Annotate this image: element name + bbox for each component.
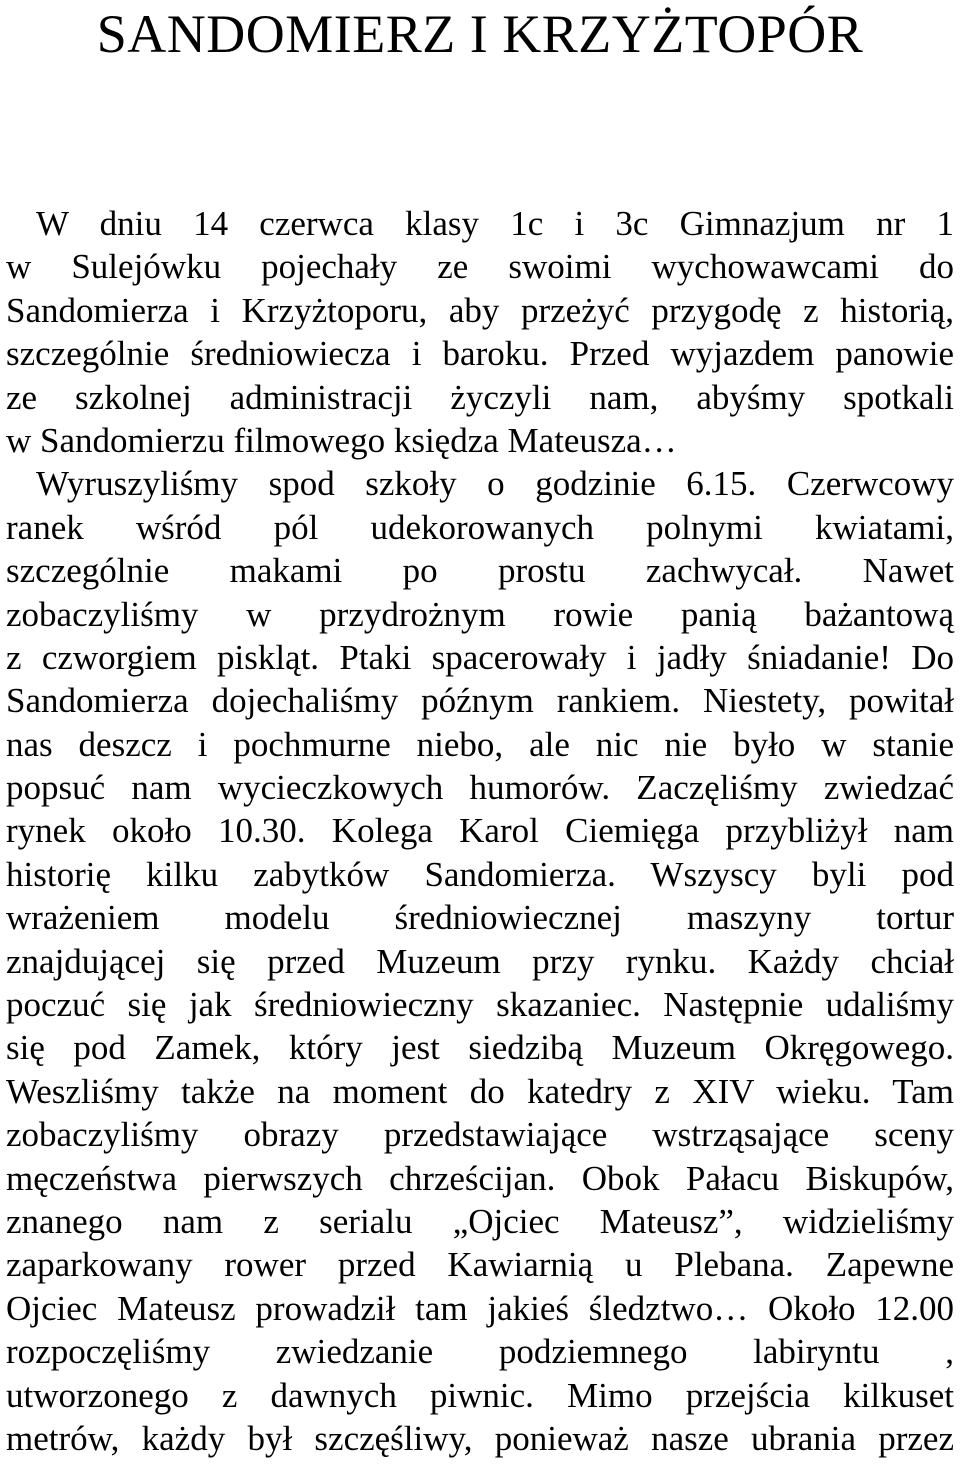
text-line: w Sandomierzu filmowego księdza Mateusza… xyxy=(6,420,677,460)
text-line: utworzonego z dawnych piwnic. Mimo przejścia kilkuset xyxy=(6,1375,954,1415)
text-line: szczególnie makami po prostu zachwycał. Nawet xyxy=(6,551,954,591)
text-line: znanego nam z serialu „Ojciec Mateusz”, widzieliśmy xyxy=(6,1201,954,1241)
text-line: poczuć się jak średniowieczny skazaniec. Następnie udaliśmy xyxy=(6,985,954,1025)
article-body xyxy=(6,202,954,1460)
text-line: Wyruszyliśmy spod szkoły o godzinie 6.15. Czerwcowy xyxy=(36,464,954,504)
text-line: rozpoczęliśmy zwiedzanie podziemnego labiryntu , xyxy=(6,1332,954,1372)
text-line: męczeństwa pierwszych chrześcijan. Obok Pałacu Biskupów, xyxy=(6,1158,954,1198)
text-line: wrażeniem modelu średniowiecznej maszyny tortur xyxy=(6,898,954,938)
text-line: się pod Zamek, który jest siedzibą Muzeum Okręgowego. xyxy=(6,1028,954,1068)
text-line: nas deszcz i pochmurne niebo, ale nic nie było w stanie xyxy=(6,724,954,764)
text-line: zobaczyliśmy w przydrożnym rowie panią bażantową xyxy=(6,594,954,634)
text-line: zaparkowany rower przed Kawiarnią u Plebana. Zapewne xyxy=(6,1245,954,1285)
text-line: szczególnie średniowiecza i baroku. Przed wyjazdem panowie xyxy=(6,334,954,374)
text-line: ze szkolnej administracji życzyli nam, abyśmy spotkali xyxy=(6,377,954,417)
text-line: W dniu 14 czerwca klasy 1c i 3c Gimnazjum nr 1 xyxy=(36,204,954,243)
text-line: zobaczyliśmy obrazy przedstawiające wstrząsające sceny xyxy=(6,1115,954,1155)
text-line: rynek około 10.30. Kolega Karol Ciemięga przybliżył nam xyxy=(6,811,954,851)
text-line: Sandomierza i Krzyżtoporu, aby przeżyć przygodę z historią, xyxy=(6,290,954,330)
text-line: metrów, każdy był szczęśliwy, ponieważ nasze ubrania przez xyxy=(6,1418,954,1458)
text-line: popsuć nam wycieczkowych humorów. Zaczęliśmy zwiedzać xyxy=(6,768,954,808)
text-line: w Sulejówku pojechały ze swoimi wychowawcami do xyxy=(6,247,954,287)
text-line: z czworgiem piskląt. Ptaki spacerowały i jadły śniadanie! Do xyxy=(6,637,954,677)
text-line: Sandomierza dojechaliśmy późnym rankiem. Niestety, powitał xyxy=(6,681,954,721)
page-title: SANDOMIERZ I KRZYŻTOPÓR xyxy=(96,4,864,64)
text-line: historię kilku zabytków Sandomierza. Wszyscy byli pod xyxy=(6,854,954,894)
text-line: Ojciec Mateusz prowadził tam jakieś śledztwo… Około 12.00 xyxy=(6,1288,954,1328)
text-line: ranek wśród pól udekorowanych polnymi kwiatami, xyxy=(6,507,954,547)
text-line: Weszliśmy także na moment do katedry z XIV wieku. Tam xyxy=(6,1071,954,1111)
text-line: znajdującej się przed Muzeum przy rynku. Każdy chciał xyxy=(6,941,954,981)
